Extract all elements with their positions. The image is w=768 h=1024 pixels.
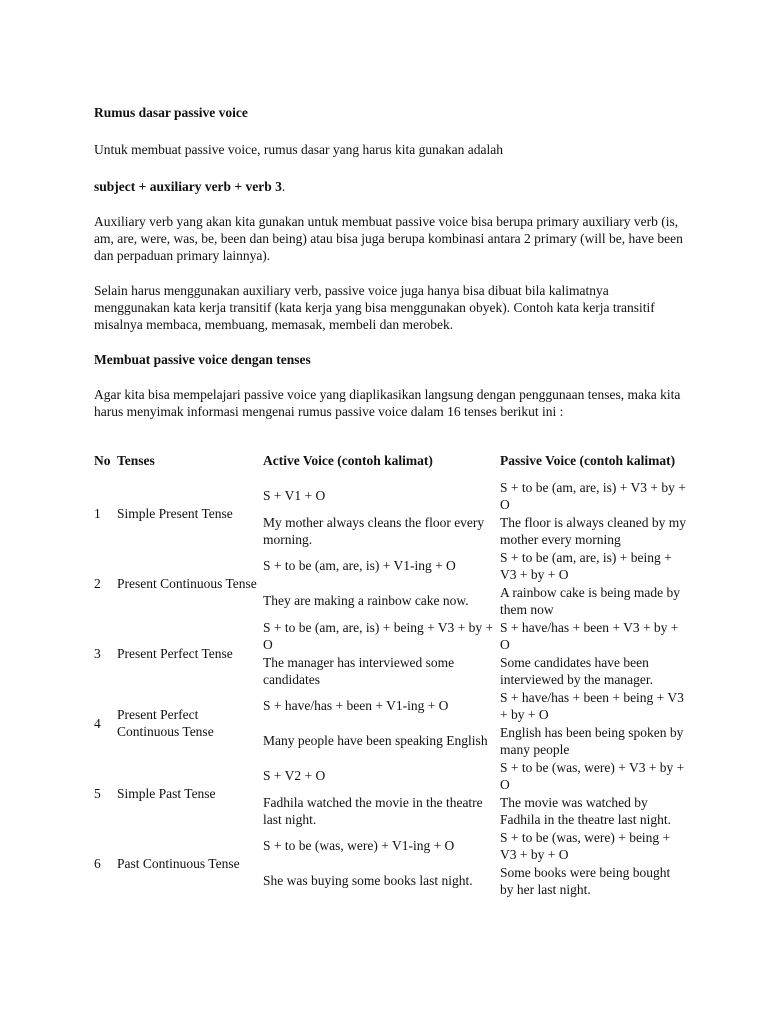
row-active-cell [263,828,500,898]
row-tense-name: Simple Present Tense [117,505,233,521]
active-formula: S + to be (was, were) + V1-ing + O [263,838,455,853]
header-tenses: Tenses [117,453,155,468]
table-row [94,758,686,828]
auxiliary-paragraph: Auxiliary verb yang akan kita gunakan untuk membuat passive voice bisa berupa primary auxiliary verb (is, am, are, were, was, be, been dan being) atau bisa juga berupa kombinasi antara 2 primary (will be, have been dan perpaduan primary lainnya). [94,214,683,263]
row-tense-name: Present Perfect Tense [117,645,233,661]
passive-example: The movie was watched by Fadhila in the theatre last night. [500,794,671,827]
passive-example: The floor is always cleaned by my mother every morning [500,514,686,547]
passive-formula: S + to be (am, are, is) + V3 + by + O [500,479,686,512]
row-active-cell [263,688,500,758]
row-passive-cell [500,758,686,828]
row-tense-name: Simple Past Tense [117,785,216,801]
row-tense-name: Present Continuous Tense [117,575,257,591]
passive-example: Some candidates have been interviewed by the manager. [500,654,653,687]
table-header-row [94,443,686,478]
active-formula: S + have/has + been + V1-ing + O [263,698,449,713]
active-formula: S + V2 + O [263,768,326,783]
passive-example: A rainbow cake is being made by them now [500,584,680,617]
active-example: She was buying some books last night. [263,873,473,888]
table-row [94,478,686,548]
formula-period: . [281,179,286,194]
tenses-table [94,443,686,898]
active-formula: S + V1 + O [263,488,326,503]
table-row [94,688,686,758]
intro-paragraph: Untuk membuat passive voice, rumus dasar yang harus kita gunakan adalah [94,142,504,157]
passive-example: Some books were being bought by her last night. [500,864,671,897]
active-formula: S + to be (am, are, is) + being + V3 + by + O [263,619,494,652]
active-example: My mother always cleans the floor every morning. [263,514,485,547]
table-row [94,828,686,898]
passive-formula: S + to be (was, were) + V3 + by + O [500,759,685,792]
row-active-cell [263,758,500,828]
active-example: Fadhila watched the movie in the theatre last night. [263,794,483,827]
row-passive-cell [500,688,686,758]
document-body [94,104,684,420]
row-number: 4 [94,715,101,731]
row-number: 3 [94,645,101,661]
row-passive-cell [500,618,686,688]
active-example: They are making a rainbow cake now. [263,593,469,608]
section-title-rumus: Rumus dasar passive voice [94,105,248,120]
row-tense-name: Present Perfect Continuous Tense [117,707,214,739]
passive-formula: S + to be (was, were) + being + V3 + by + O [500,829,671,862]
formula-text: subject + auxiliary verb + verb 3 [94,179,282,194]
table-row [94,548,686,618]
active-example: Many people have been speaking English [263,733,488,748]
passive-formula: S + have/has + been + being + V3 + by + O [500,689,684,722]
active-formula: S + to be (am, are, is) + V1-ing + O [263,558,456,573]
row-passive-cell [500,828,686,898]
transitive-paragraph: Selain harus menggunakan auxiliary verb, passive voice juga hanya bisa dibuat bila kalimatnya menggunakan kata kerja transitif (kata kerja yang bisa menggunakan obyek). Contoh kata kerja transitif misalnya membaca, membuang, memasak, membeli dan merobek. [94,283,655,332]
row-number: 6 [94,855,101,871]
row-active-cell [263,618,500,688]
row-number: 1 [94,505,101,521]
header-passive-voice: Passive Voice (contoh kalimat) [500,453,676,468]
row-active-cell [263,548,500,618]
table-body [94,478,686,898]
row-tense-name: Past Continuous Tense [117,855,240,871]
header-active-voice: Active Voice (contoh kalimat) [263,453,433,468]
row-number: 2 [94,575,101,591]
row-active-cell [263,478,500,548]
section-title-tenses: Membuat passive voice dengan tenses [94,352,311,367]
passive-example: English has been being spoken by many people [500,724,684,757]
row-passive-cell [500,478,686,548]
row-passive-cell [500,548,686,618]
formula-line [94,178,684,195]
passive-formula: S + to be (am, are, is) + being + V3 + by + O [500,549,672,582]
passive-formula: S + have/has + been + V3 + by + O [500,619,679,652]
table-row [94,618,686,688]
active-example: The manager has interviewed some candidates [263,654,455,687]
header-no: No [94,453,111,468]
row-number: 5 [94,785,101,801]
tenses-intro-paragraph: Agar kita bisa mempelajari passive voice yang diaplikasikan langsung dengan penggunaan tenses, maka kita harus menyimak informasi mengenai rumus passive voice dalam 16 tenses berikut ini : [94,387,681,419]
